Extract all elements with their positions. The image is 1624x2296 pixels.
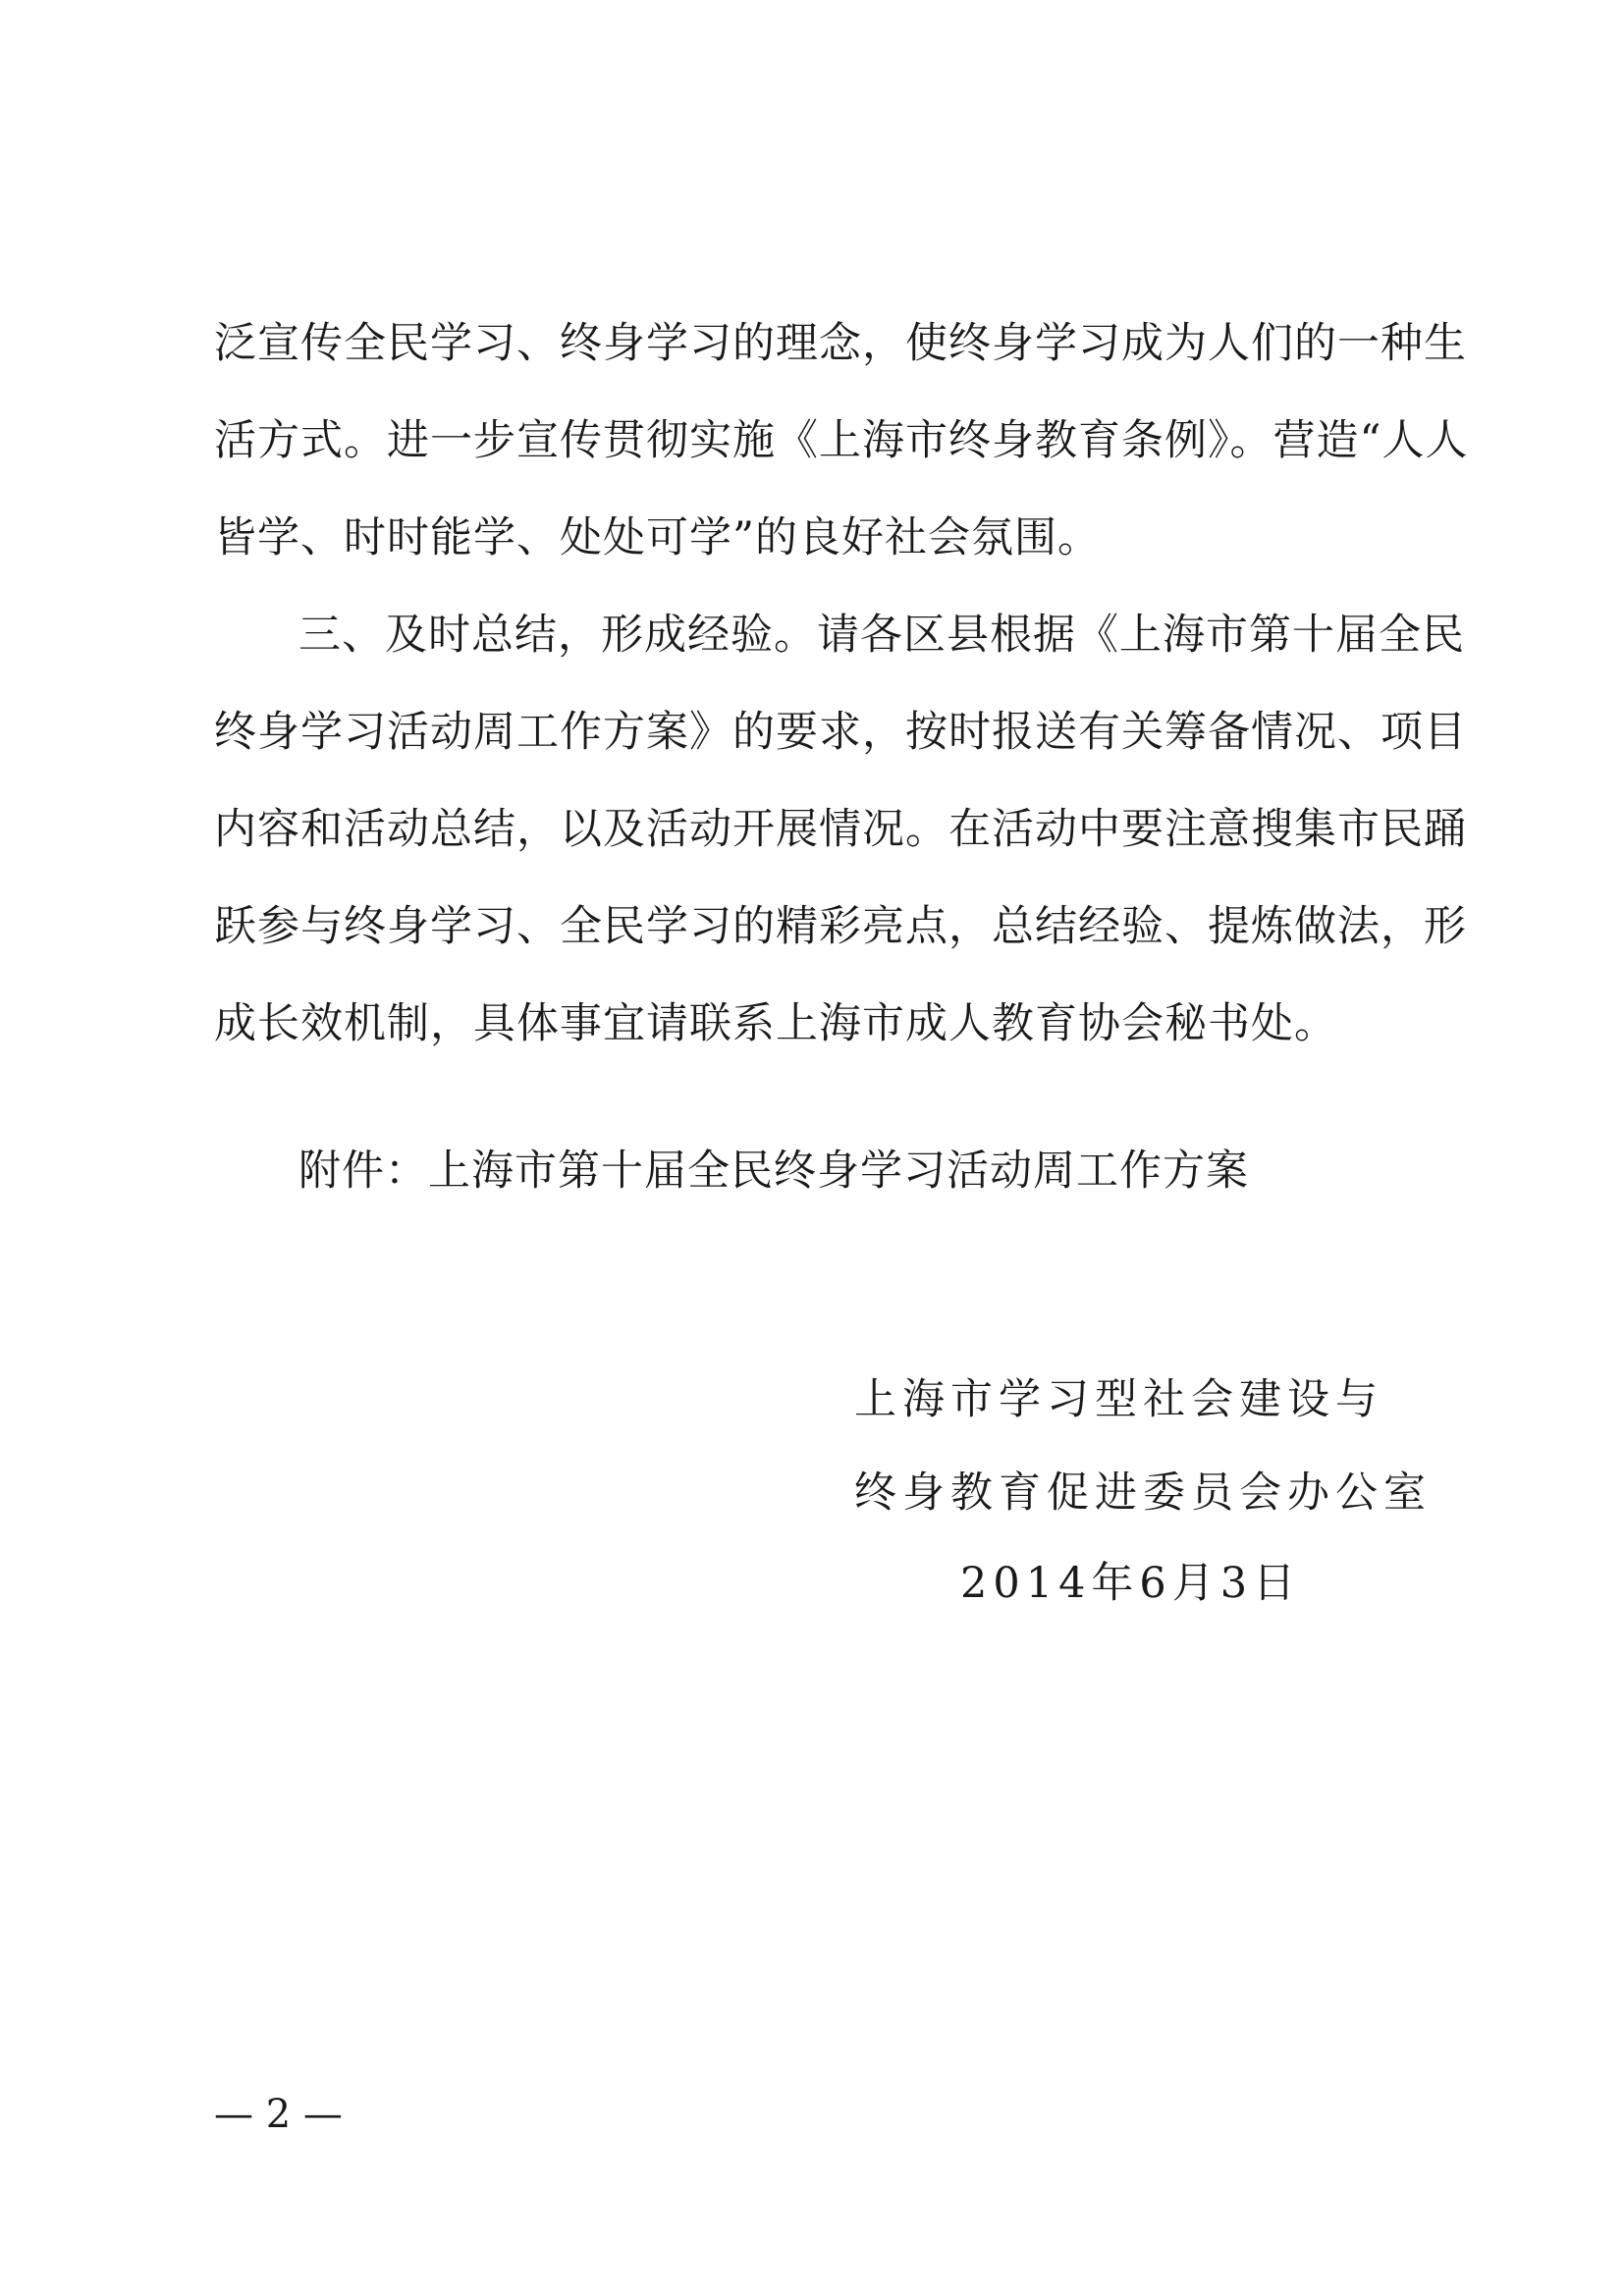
body-line: 终身学习活动周工作方案》的要求，按时报送有关筹备情况、项目	[214, 708, 1467, 757]
body-line: 泛宣传全民学习、终身学习的理念，使终身学习成为人们的一种生	[214, 319, 1467, 368]
body-line: 皆学、时时能学、处处可学”的良好社会氛围。	[214, 513, 1101, 562]
body-line: 内容和活动总结，以及活动开展情况。在活动中要注意搜集市民踊	[214, 805, 1467, 854]
body-line: 跃参与终身学习、全民学习的精彩亮点，总结经验、提炼做法，形	[214, 902, 1467, 951]
body-line: 成长效机制，具体事宜请联系上海市成人教育协会秘书处。	[214, 999, 1337, 1048]
signature-org-line1: 上海市学习型社会建设与	[854, 1375, 1383, 1424]
attachment-line: 附件：上海市第十届全民终身学习活动周工作方案	[298, 1147, 1249, 1196]
signature-date: 2014年6月3日	[960, 1559, 1302, 1608]
page-number: — 2 —	[214, 2092, 343, 2137]
body-line: 活方式。进一步宣传贯彻实施《上海市终身教育条例》。营造“人人	[214, 416, 1469, 465]
signature-org-line2: 终身教育促进委员会办公室	[854, 1468, 1432, 1518]
body-line: 三、及时总结，形成经验。请各区县根据《上海市第十届全民	[298, 611, 1465, 660]
